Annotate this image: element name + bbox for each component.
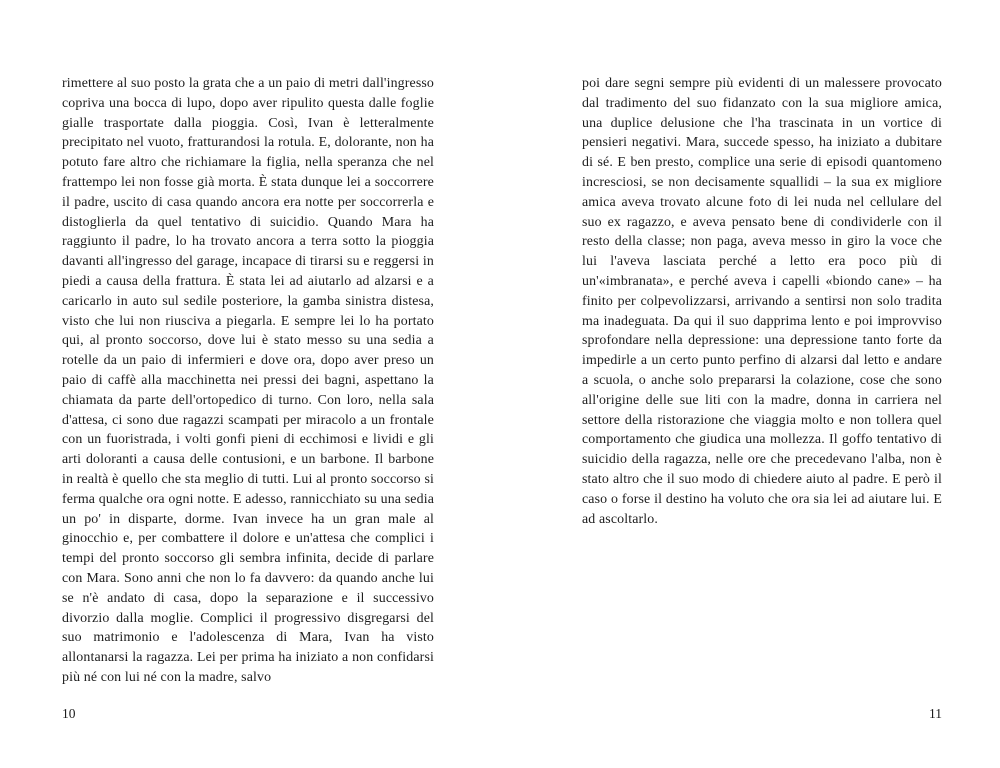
right-page-number: 11 [929,706,942,721]
left-page-number: 10 [62,706,76,721]
left-page-text: rimettere al suo posto la grata che a un paio di metri dall'ingresso copriva una bocca di lupo, dopo aver ripulito questa dalle foglie gialle trasportate dalla pioggia. Così, Ivan è letteralmente precipitato nel vuoto, fratturandosi la rotula. E, dolorante, non ha potuto fare altro che richiamare la figlia, nella speranza che nel frattempo lei non fosse già morta. È stata dunque lei a soccorrere il padre, uscito di casa quando ancora era notte per soccorrerla e distoglierla da quel tentativo di suicidio. Quando Mara ha raggiunto il padre, lo ha trovato ancora a terra sotto la pioggia davanti all'ingresso del garage, incapace di tirarsi su e reggersi in piedi a causa della frattura. È stata lei ad aiutarlo ad alzarsi e a caricarlo in auto sul sedile posteriore, la gamba sinistra distesa, visto che lui non riusciva a piegarla. E sempre lei lo ha portato qui, al pronto soccorso, dove lui è stato messo su una sedia a rotelle da un paio di infermieri e dove ora, dopo aver preso un paio di caffè alla macchinetta nei pressi dei bagni, aspettano la chiamata da parte dell'ortopedico di turno. Con loro, nella sala d'attesa, ci sono due ragazzi scampati per miracolo a un frontale con un fuoristrada, i volti gonfi pieni di ecchimosi e lividi e gli arti doloranti a causa delle contusioni, e un barbone. Il barbone in realtà è quello che sta meglio di tutti. Lui al pronto soccorso si ferma qualche ora ogni notte. E adesso, rannicchiato su una sedia un po' in disparte, dorme. Ivan invece ha un gran male al ginocchio e, per combattere il dolore e un'attesa che complici i tempi del pronto soccorso gli sembra infinita, decide di parlare con Mara. Sono anni che non lo fa davvero: da quando anche lui se n'è andato di casa, dopo la separazione e il successivo divorzio dalla moglie. Complici il progressivo disgregarsi del suo matrimonio e l'adolescenza di Mara, Ivan ha visto allontanarsi la ragazza. Lei per prima ha iniziato a non confidarsi più né con lui né con la madre, salvo [62,76,434,685]
right-page-text: poi dare segni sempre più evidenti di un malessere provocato dal tradimento del suo fidanzato con la sua migliore amica, una duplice delusione che l'ha trascinata in un vortice di pensieri negativi. Mara, succede spesso, ha iniziato a dubitare di sé. E ben presto, complice una serie di episodi quantomeno incresciosi, se non decisamente squallidi – la sua ex migliore amica aveva trovato alcune foto di lei nuda nel cellulare del suo ex ragazzo, e aveva pensato bene di condividerle con il resto della classe; non paga, aveva messo in giro la voce che lui l'aveva lasciata perché a letto era poco più di un'«imbranata», e perché aveva i capelli «biondo cane» – ha finito per colpevolizzarsi, arrivando a sentirsi non solo tradita ma inadeguata. Da qui il suo dapprima lento e poi improvviso sprofondare nella depressione: una depressione tanto forte da impedirle a un certo punto perfino di alzarsi dal letto e andare a scuola, o anche solo prepararsi la colazione, cose che sono all'origine delle sue liti con la madre, donna in carriera nel settore della ristorazione che viaggia molto e non tollera quel comportamento che giudica una mollezza. Il goffo tentativo di suicidio della ragazza, nelle ore che precedevano l'alba, non è stato altro che il suo modo di chiedere aiuto al padre. E però il caso o forse il destino ha voluto che ora sia lei ad aiutare lui. E ad ascoltarlo. [582,76,942,527]
